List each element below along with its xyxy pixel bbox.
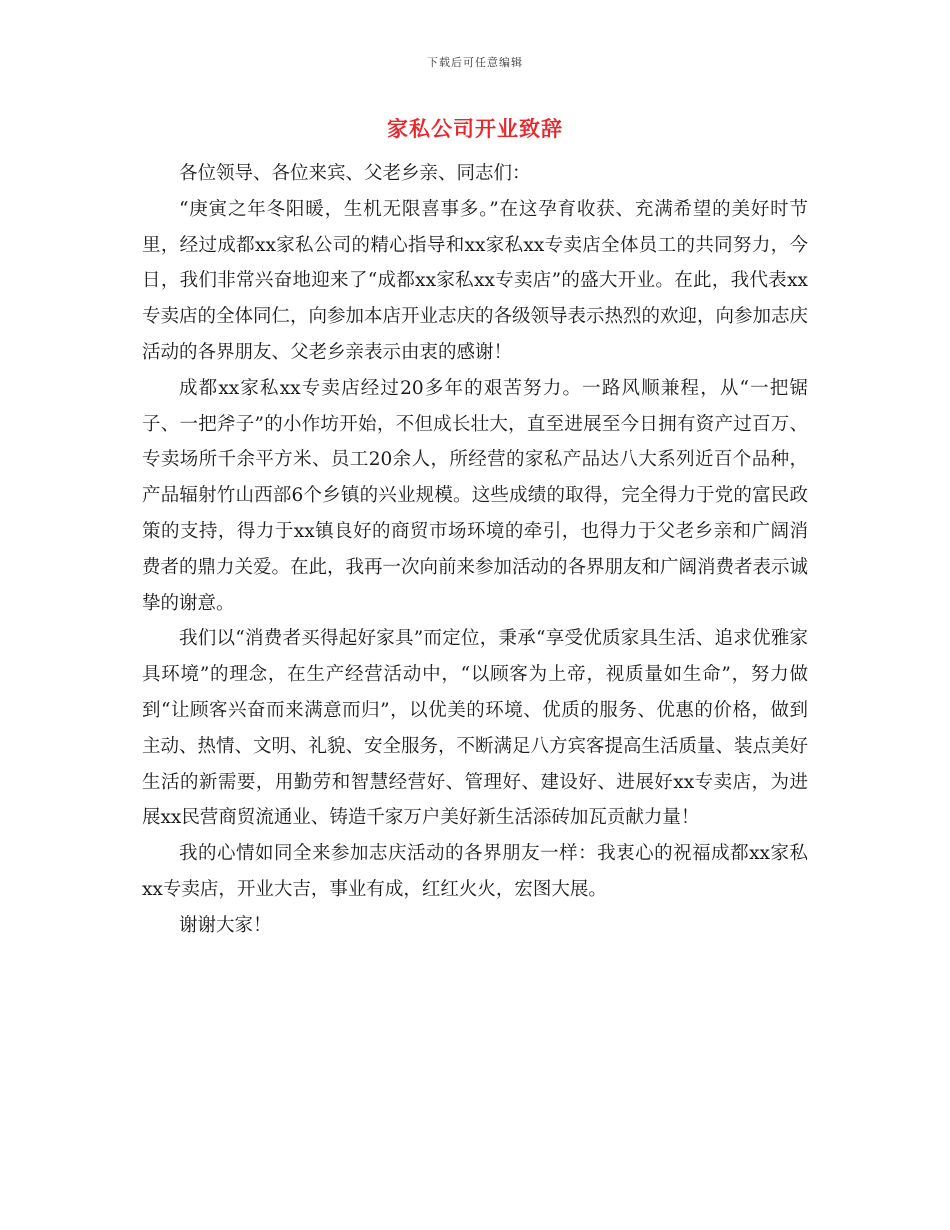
philosophy-paragraph: 我们以“消费者买得起好家具”而定位，秉承“享受优质家具生活、追求优雅家具环境”的理念，在生产经营活动中，“以顾客为上帝，视质量如生命”，努力做到“让顾客兴奋而来满意而归”，以优美的环境、优质的服务、优惠的价格，做到主动、热情、文明、礼貌、安全服务，不断满足八方宾客提高生活质量、装点美好生活的新需要，用勤劳和智慧经营好、管理好、建设好、进展好xx专卖店，为进展xx民营商贸流通业、铸造千家万户美好新生活添砖加瓦贡献力量！: [142, 628, 809, 829]
history-paragraph: 成都xx家私xx专卖店经过20多年的艰苦努力。一路风顺兼程，从“一把锯子、一把斧子”的小作坊开始，不但成长壮大，直至进展至今日拥有资产过百万、专卖场所千余平方米、员工20余人，所经营的家私产品达八大系列近百个品种，产品辐射竹山西部6个乡镇的兴业规模。这些成绩的取得，完全得力于党的富民政策的支持，得力于xx镇良好的商贸市场环境的牵引，也得力于父老乡亲和广阔消费者的鼎力关爱。在此，我再一次向前来参加活动的各界朋友和广阔消费者表示诚挚的谢意。: [142, 377, 809, 614]
blessing-paragraph: 我的心情如同全来参加志庆活动的各界朋友一样：我衷心的祝福成都xx家私xx专卖店，开业大吉，事业有成，红红火火，宏图大展。: [142, 843, 808, 900]
closing-paragraph: 谢谢大家！: [179, 914, 272, 936]
document-title: 家私公司开业致辞: [387, 116, 563, 141]
document-body: [142, 156, 808, 944]
salutation-paragraph: 各位领导、各位来宾、父老乡亲、同志们：: [179, 163, 531, 184]
header-note: 下载后可任意编辑: [427, 56, 523, 69]
opening-paragraph: “庚寅之年冬阳暖，生机无限喜事多。”在这孕育收获、充满希望的美好时节里，经过成都xx家私公司的精心指导和xx家私xx专卖店全体员工的共同努力，今日，我们非常兴奋地迎来了“成都xx家私xx专卖店”的盛大开业。在此，我代表xx专卖店的全体同仁，向参加本店开业志庆的各级领导表示热烈的欢迎，向参加志庆活动的各界朋友、父老乡亲表示由衷的感谢！: [142, 198, 809, 363]
